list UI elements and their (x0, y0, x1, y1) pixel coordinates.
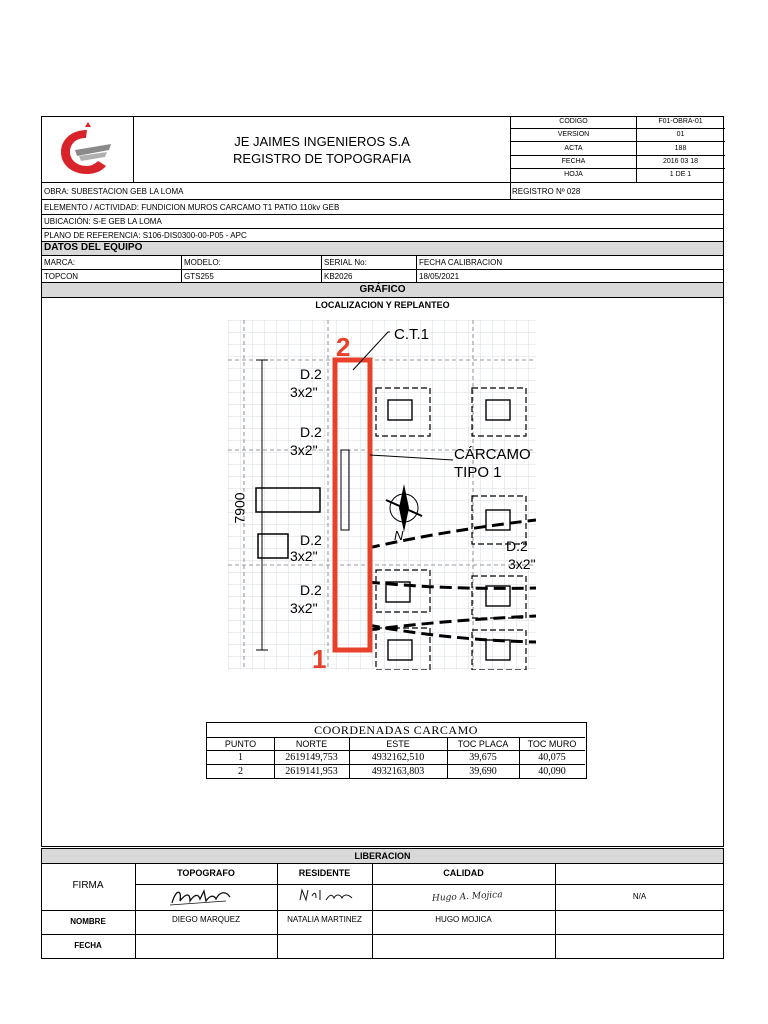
meta-value-fecha: 2016 03 18 (662, 158, 699, 165)
form-title: REGISTRO DE TOPOGRAFIA (233, 151, 411, 166)
registro-number: REGISTRO Nº 028 (512, 187, 581, 196)
meta-label-codigo: CODIGO (559, 118, 588, 125)
pipe-label-1: 3x2" (290, 384, 318, 400)
coords-header-punto: PUNTO (224, 739, 257, 749)
ubicacion-text: UBICACIÓN: S-E GEB LA LOMA (44, 217, 162, 226)
meta-label-version: VERSION (557, 131, 590, 138)
coords-header-norte: NORTE (295, 739, 328, 749)
pipe-label-4: 3x2" (290, 600, 318, 616)
point-1-label: 1 (312, 644, 327, 670)
signature-calidad: Hugo A. Mojica (431, 890, 503, 904)
elemento-text: ELEMENTO / ACTIVIDAD: FUNDICION MUROS CARCAMO T1 PATIO 110kv GEB (44, 203, 340, 212)
meta-label-hoja: HOJA (564, 171, 583, 178)
pipe-label-2: 3x2" (290, 442, 318, 458)
equipo-value-serial: KB2026 (324, 272, 353, 281)
d2-label-2: D.2 (300, 424, 322, 440)
equipo-header (41, 241, 724, 256)
signature-topografo (168, 885, 238, 909)
meta-value-codigo: F01-OBRA-01 (658, 118, 703, 125)
d2-label-5: D.2 (506, 538, 528, 554)
equipo-header-modelo: MODELO: (184, 258, 221, 267)
name-calidad: HUGO MOJICA (435, 915, 492, 924)
role-topografo: TOPOGRAFO (177, 868, 235, 878)
grafico-title: GRÁFICO (359, 284, 406, 295)
equipo-title: DATOS DEL EQUIPO (44, 242, 143, 253)
pipe-label-5: 3x2" (508, 556, 536, 572)
meta-value-acta: 188 (674, 145, 687, 152)
coords-row1-este: 4932162,510 (371, 752, 425, 763)
coords-row2-toc-muro: 40,090 (538, 766, 566, 777)
dimension-label: 7900 (231, 492, 248, 524)
coords-header-este: ESTE (386, 739, 410, 749)
fecha-label: FECHA (74, 941, 102, 950)
point-2-label: 2 (336, 332, 351, 362)
tipo-label: TIPO 1 (454, 464, 502, 481)
coords-row1-norte: 2619149,753 (285, 752, 338, 763)
site-plan-drawing (228, 320, 536, 670)
meta-label-fecha: FECHA (561, 158, 586, 165)
equipo-value-fecha: 18/05/2021 (419, 272, 460, 281)
name-topografo: DIEGO MARQUEZ (171, 915, 240, 924)
coords-table (206, 722, 587, 779)
meta-value-hoja: 1 DE 1 (669, 171, 692, 178)
plano-text: PLANO DE REFERENCIA: S106-DIS0300-00-P05 - APC (44, 231, 247, 240)
firma-label: FIRMA (72, 880, 104, 891)
company-name: JE JAIMES INGENIEROS S.A (234, 134, 410, 149)
na-text: N/A (632, 892, 647, 901)
name-residente: NATALIA MARTINEZ (287, 915, 362, 924)
coords-row2-toc-placa: 39,690 (469, 766, 497, 777)
ct-label: C.T.1 (394, 326, 430, 343)
meta-value-version: 01 (676, 131, 685, 138)
equipo-value-marca: TOPCON (44, 272, 79, 281)
d2-label-3: D.2 (300, 532, 322, 548)
pipe-label-3: 3x2" (290, 548, 318, 564)
meta-table (510, 116, 724, 183)
coords-row1-toc-placa: 39,675 (469, 752, 497, 763)
grafico-subtitle: LOCALIZACION Y REPLANTEO (315, 300, 450, 310)
role-residente: RESIDENTE (298, 868, 351, 878)
equipo-header-marca: MARCA: (44, 258, 76, 267)
north-label: N (394, 528, 404, 543)
d2-label-1: D.2 (300, 366, 322, 382)
meta-label-acta: ACTA (564, 145, 583, 152)
coords-row2-punto: 2 (238, 766, 243, 777)
liberacion-title: LIBERACION (354, 851, 411, 861)
equipo-value-modelo: GTS255 (184, 272, 214, 281)
nombre-label: NOMBRE (70, 917, 106, 926)
signature-residente (296, 886, 356, 906)
obra-text: OBRA: SUBESTACION GEB LA LOMA (44, 187, 184, 196)
d2-label-4: D.2 (300, 582, 322, 598)
coords-row2-norte: 2619141,953 (285, 766, 338, 777)
logo (41, 116, 134, 183)
coords-row2-este: 4932163,803 (371, 766, 425, 777)
coords-row1-punto: 1 (238, 752, 243, 763)
coords-row1-toc-muro: 40,075 (538, 752, 566, 763)
carcamo-label: CÁRCAMO (454, 446, 531, 463)
role-calidad: CALIDAD (443, 868, 484, 878)
coords-title: COORDENADAS CARCAMO (314, 723, 478, 737)
equipo-header-fecha: FECHA CALIBRACION (419, 258, 503, 267)
equipo-header-serial: SERIAL No: (324, 258, 367, 267)
coords-header-toc-muro: TOC MURO (527, 739, 577, 749)
coords-header-toc-placa: TOC PLACA (457, 739, 509, 749)
